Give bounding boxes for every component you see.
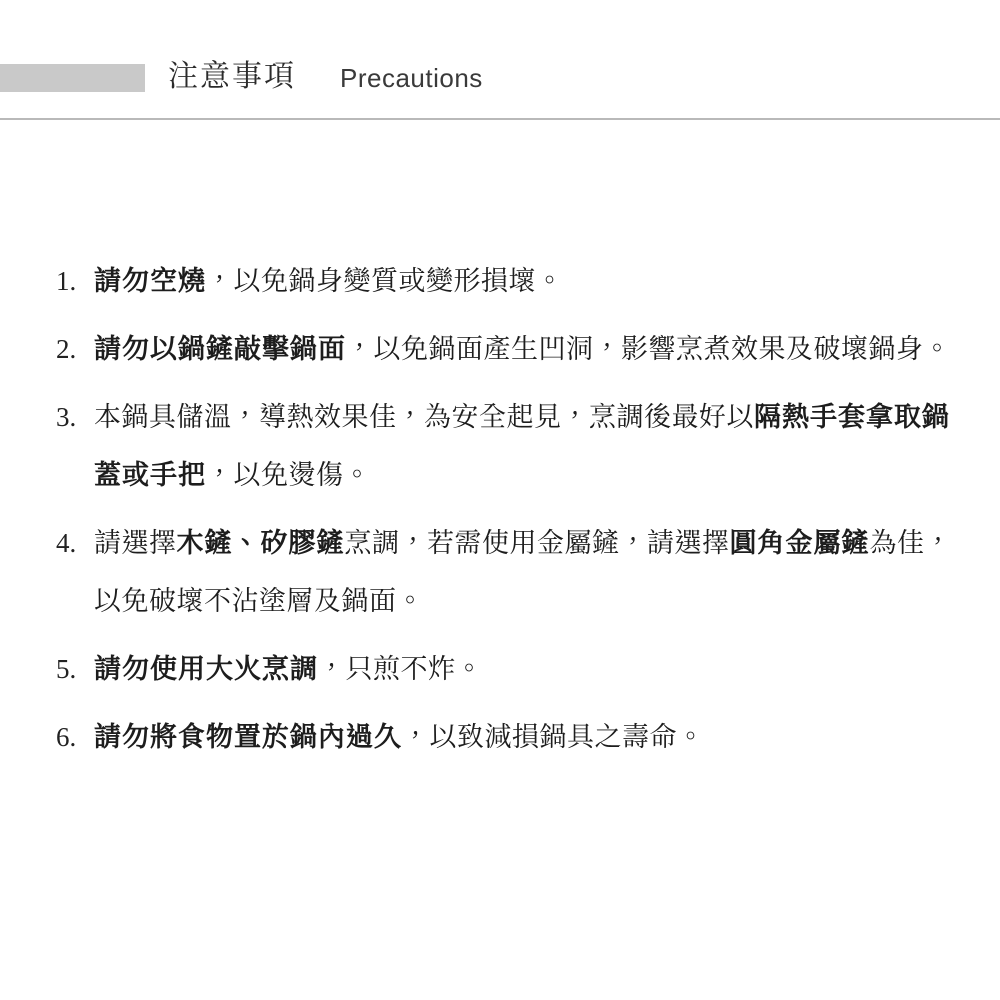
list-item — [56, 252, 956, 310]
body-text: ，以免燙傷。 — [206, 460, 371, 490]
list-item-text — [94, 640, 956, 698]
body-text: 烹調，若需使用金屬鏟，請選擇 — [344, 528, 730, 558]
emphasis-text: 請勿將食物置於鍋內過久 — [94, 722, 402, 752]
list-item — [56, 388, 956, 504]
list-item — [56, 708, 956, 766]
section-header — [0, 56, 1000, 104]
list-item-number: 4. — [56, 528, 77, 558]
body-text: ，只煎不炸。 — [318, 654, 483, 684]
list-item — [56, 640, 956, 698]
header-color-swatch — [0, 64, 145, 92]
precautions-list — [56, 252, 956, 776]
header-divider — [0, 118, 1000, 120]
emphasis-text: 木鏟、矽膠鏟 — [176, 528, 345, 558]
list-item — [56, 514, 956, 630]
section-title-zh: 注意事項 — [168, 60, 296, 93]
emphasis-text: 請勿以鍋鏟敲擊鍋面 — [94, 334, 346, 364]
body-text: 本鍋具儲溫，導熱效果佳，為安全起見，烹調後最好以 — [94, 402, 754, 432]
body-text: ，以致減損鍋具之壽命。 — [402, 722, 705, 752]
list-item-number: 1. — [56, 266, 77, 296]
list-item-number: 5. — [56, 654, 77, 684]
body-text: 為佳，以免破壞不沾塗層及鍋面。 — [94, 528, 952, 616]
list-item-text — [94, 514, 956, 630]
emphasis-text: 請勿使用大火烹調 — [94, 654, 318, 684]
list-item-text — [94, 320, 956, 378]
section-title-en: Precautions — [340, 63, 483, 93]
emphasis-text: 圓角金屬鏟 — [729, 528, 870, 558]
body-text: ，以免鍋身變質或變形損壞。 — [206, 266, 564, 296]
body-text: 請選擇 — [94, 528, 177, 558]
list-item-text — [94, 708, 956, 766]
body-text: ，以免鍋面產生凹洞，影響烹煮效果及破壞鍋身。 — [346, 334, 951, 364]
list-item-number: 6. — [56, 722, 77, 752]
list-item-number: 2. — [56, 334, 77, 364]
list-item — [56, 320, 956, 378]
list-item-text — [94, 252, 956, 310]
emphasis-text: 請勿空燒 — [94, 266, 206, 296]
emphasis-text: 隔熱手套拿取鍋蓋或手把 — [94, 402, 950, 490]
list-item-number: 3. — [56, 402, 77, 432]
list-item-text — [94, 388, 956, 504]
